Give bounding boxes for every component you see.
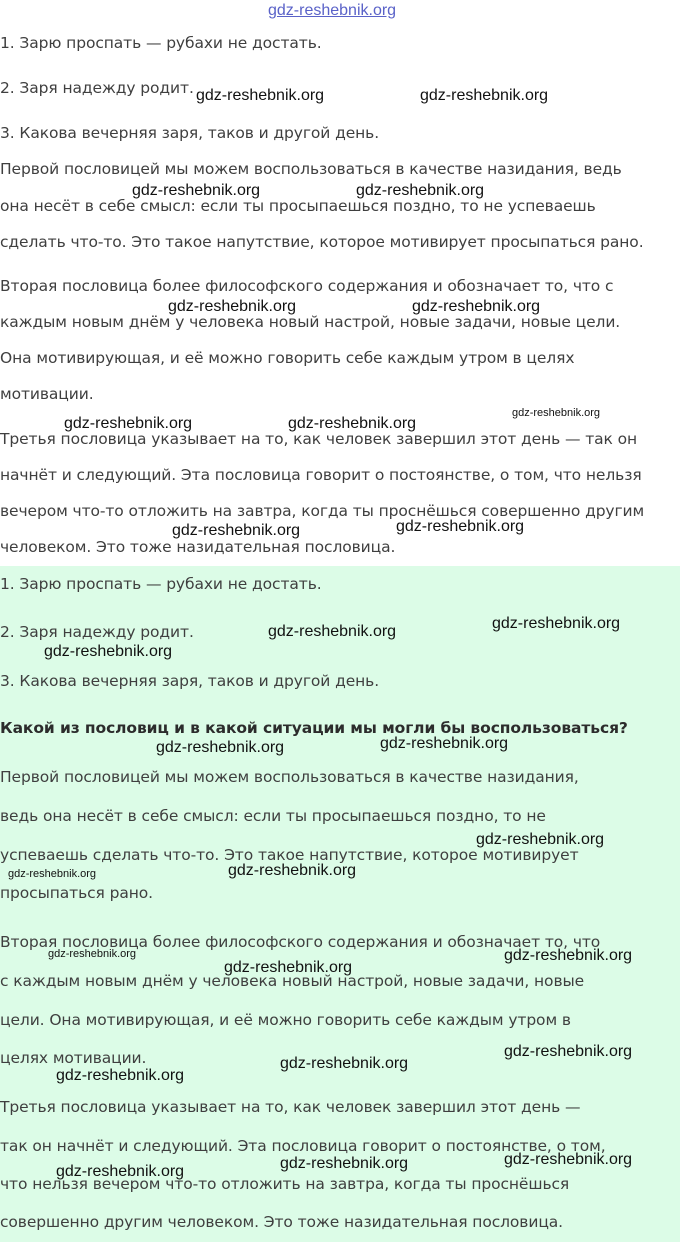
paragraph-line: Третья пословица указывает на то, как человек завершил этот день — bbox=[0, 1098, 581, 1116]
paragraph-line: цели. Она мотивирующая, и её можно говорить себе каждым утром в bbox=[0, 1011, 571, 1029]
proverb-line: 1. Зарю проспать — рубахи не достать. bbox=[0, 575, 322, 593]
paragraph-line: сделать что-то. Это такое напутствие, которое мотивирует просыпаться рано. bbox=[0, 233, 644, 251]
watermark: gdz-reshebnik.org bbox=[48, 948, 137, 960]
paragraph-line: Первой пословицей мы можем воспользоваться в качестве назидания, bbox=[0, 768, 579, 786]
paragraph-line: Первой пословицей мы можем воспользоваться в качестве назидания, ведь bbox=[0, 160, 622, 178]
paragraph-line: что нельзя вечером что-то отложить на завтра, когда ты проснёшься bbox=[0, 1175, 570, 1193]
watermark: gdz-reshebnik.org bbox=[44, 643, 173, 660]
watermark: gdz-reshebnik.org bbox=[396, 518, 525, 535]
watermark: gdz-reshebnik.org bbox=[56, 1163, 185, 1180]
watermark: gdz-reshebnik.org bbox=[64, 415, 193, 432]
watermark: gdz-reshebnik.org bbox=[156, 739, 285, 756]
watermark: gdz-reshebnik.org bbox=[132, 182, 261, 199]
paragraph-line: Вторая пословица более философского содержания и обозначает то, что с bbox=[0, 277, 614, 295]
paragraph-line: успеваешь сделать что-то. Это такое напутствие, которое мотивирует bbox=[0, 846, 579, 864]
proverb-line: 2. Заря надежду родит. bbox=[0, 623, 194, 641]
proverb-line: 2. Заря надежду родит. bbox=[0, 79, 194, 97]
paragraph-line: вечером что-то отложить на завтра, когда ты проснёшься совершенно другим bbox=[0, 502, 645, 520]
proverb-line: 3. Какова вечерняя заря, таков и другой день. bbox=[0, 124, 380, 142]
watermark: gdz-reshebnik.org bbox=[512, 407, 601, 419]
watermark: gdz-reshebnik.org bbox=[196, 87, 325, 104]
watermark: gdz-reshebnik.org bbox=[412, 298, 541, 315]
proverb-line: 3. Какова вечерняя заря, таков и другой день. bbox=[0, 672, 380, 690]
paragraph-line: ведь она несёт в себе смысл: если ты просыпаешься поздно, то не bbox=[0, 807, 546, 825]
watermark: gdz-reshebnik.org bbox=[504, 1151, 633, 1168]
watermark: gdz-reshebnik.org bbox=[172, 522, 301, 539]
watermark: gdz-reshebnik.org bbox=[280, 1055, 409, 1072]
paragraph-line: просыпаться рано. bbox=[0, 884, 153, 902]
watermark: gdz-reshebnik.org bbox=[504, 1043, 633, 1060]
proverb-line: 1. Зарю проспать — рубахи не достать. bbox=[0, 34, 322, 52]
watermark: gdz-reshebnik.org bbox=[356, 182, 485, 199]
paragraph-line: Третья пословица указывает на то, как человек завершил этот день — так он bbox=[0, 430, 638, 448]
watermark: gdz-reshebnik.org bbox=[476, 831, 605, 848]
paragraph-line: Вторая пословица более философского содержания и обозначает то, что bbox=[0, 933, 601, 951]
paragraph-line: мотивации. bbox=[0, 385, 94, 403]
paragraph-line: начнёт и следующий. Эта пословица говорит о постоянстве, о том, что нельзя bbox=[0, 466, 642, 484]
paragraph-line: она несёт в себе смысл: если ты просыпаешься поздно, то не успеваешь bbox=[0, 197, 596, 215]
question-heading: Какой из пословиц и в какой ситуации мы могли бы воспользоваться? bbox=[0, 719, 628, 737]
watermark: gdz-reshebnik.org bbox=[268, 623, 397, 640]
watermark: gdz-reshebnik.org bbox=[492, 615, 621, 632]
watermark: gdz-reshebnik.org bbox=[288, 415, 417, 432]
paragraph-line: с каждым новым днём у человека новый настрой, новые задачи, новые bbox=[0, 972, 585, 990]
watermark: gdz-reshebnik.org bbox=[8, 868, 97, 880]
paragraph-line: каждым новым днём у человека новый настрой, новые задачи, новые цели. bbox=[0, 313, 621, 331]
watermark: gdz-reshebnik.org bbox=[224, 959, 353, 976]
watermark: gdz-reshebnik.org bbox=[56, 1067, 185, 1084]
watermark: gdz-reshebnik.org bbox=[420, 87, 549, 104]
paragraph-line: совершенно другим человеком. Это тоже назидательная пословица. bbox=[0, 1213, 563, 1231]
watermark: gdz-reshebnik.org bbox=[168, 298, 297, 315]
watermark: gdz-reshebnik.org bbox=[280, 1155, 409, 1172]
watermark: gdz-reshebnik.org bbox=[380, 735, 509, 752]
watermark: gdz-reshebnik.org bbox=[228, 862, 357, 879]
paragraph-line: целях мотивации. bbox=[0, 1049, 147, 1067]
paragraph-line: человеком. Это тоже назидательная пословица. bbox=[0, 538, 396, 556]
paragraph-line: так он начнёт и следующий. Эта пословица говорит о постоянстве, о том, bbox=[0, 1137, 606, 1155]
watermark-link[interactable]: gdz-reshebnik.org bbox=[268, 2, 397, 19]
watermark: gdz-reshebnik.org bbox=[504, 947, 633, 964]
paragraph-line: Она мотивирующая, и её можно говорить себе каждым утром в целях bbox=[0, 349, 575, 367]
